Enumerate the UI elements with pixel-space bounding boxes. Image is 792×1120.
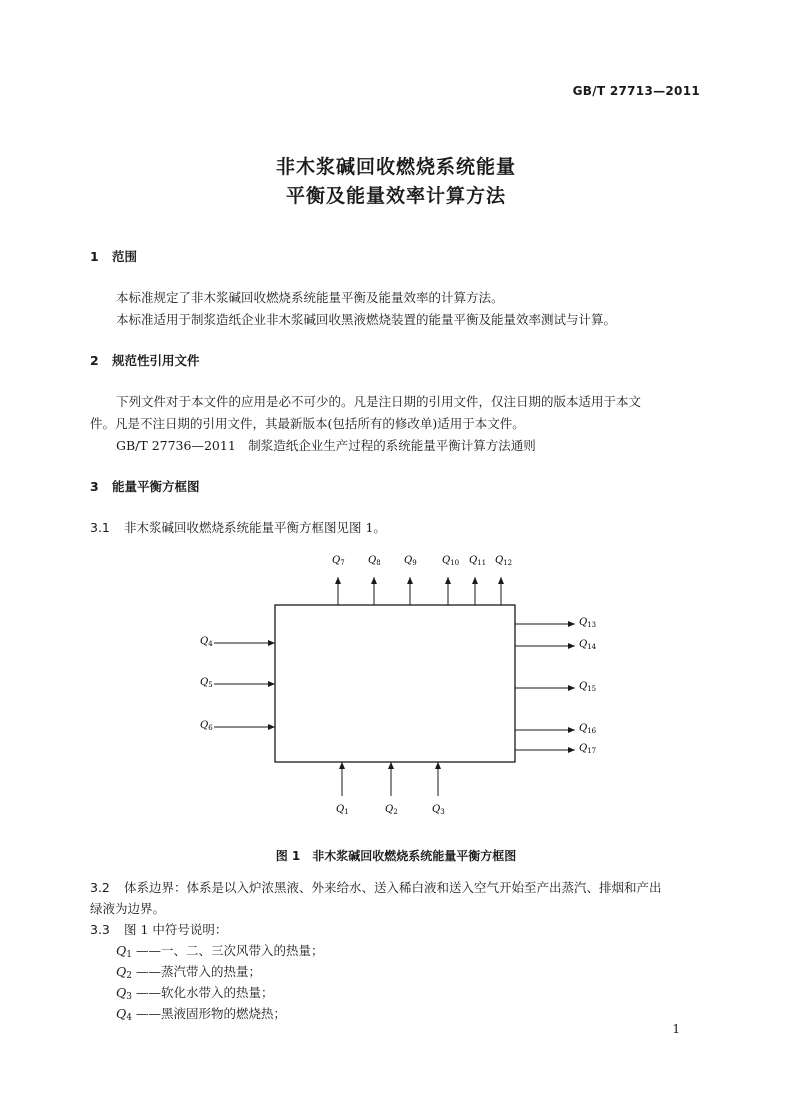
page-number: 1 bbox=[672, 1022, 680, 1036]
flow-label-q9: $Q_9$ bbox=[404, 555, 417, 567]
section-2-paragraph-line2: 件。凡是不注日期的引用文件，其最新版本(包括所有的修改单)适用于本文件。 bbox=[90, 416, 525, 431]
symbol-description: ——蒸汽带入的热量； bbox=[135, 964, 261, 979]
symbol-description: ——一、二、三次风带入的热量； bbox=[135, 943, 324, 958]
section-number: 1 bbox=[90, 249, 99, 264]
flow-label-q10: $Q_{10}$ bbox=[442, 555, 460, 567]
section-title: 能量平衡方框图 bbox=[112, 479, 200, 494]
figure-caption: 图 1 非木浆碱回收燃烧系统能量平衡方框图 bbox=[275, 849, 517, 863]
symbol-letter: Q bbox=[116, 1006, 127, 1021]
clause-number: 3.1 bbox=[90, 520, 110, 535]
flow-label-q15: $Q_{15}$ bbox=[579, 681, 597, 693]
flow-label-q2: $Q_2$ bbox=[385, 804, 398, 816]
section-1-paragraph-1: 本标准规定了非木浆碱回收燃烧系统能量平衡及能量效率的计算方法。 bbox=[116, 290, 504, 305]
symbol-subscript: 3 bbox=[126, 992, 132, 1002]
clause-number: 3.2 bbox=[90, 880, 110, 895]
flow-label-q6: $Q_6$ bbox=[200, 720, 213, 732]
flow-label-q16: $Q_{16}$ bbox=[579, 723, 597, 735]
flow-label-q1: $Q_1$ bbox=[336, 804, 349, 816]
document-title-line2: 平衡及能量效率计算方法 bbox=[285, 185, 506, 207]
standard-number: GB/T 27713—2011 bbox=[572, 84, 700, 98]
symbol-subscript: 2 bbox=[126, 971, 132, 981]
symbol-item bbox=[116, 941, 323, 960]
flow-label-q11: $Q_{11}$ bbox=[469, 555, 487, 567]
section-1-paragraph-2: 本标准适用于制浆造纸企业非木浆碱回收黑液燃烧装置的能量平衡及能量效率测试与计算。 bbox=[116, 312, 617, 327]
symbol-item bbox=[116, 962, 261, 981]
flow-label-q4: $Q_4$ bbox=[200, 636, 213, 648]
flow-label-q17: $Q_{17}$ bbox=[579, 743, 597, 755]
symbol-item bbox=[116, 983, 273, 1002]
section-number: 2 bbox=[90, 353, 99, 368]
symbol-description: ——黑液固形物的燃烧热； bbox=[135, 1006, 286, 1021]
clause-3-2-line1 bbox=[90, 878, 662, 896]
clause-text: 图 1 中符号说明： bbox=[124, 922, 228, 937]
symbol-letter: Q bbox=[116, 964, 127, 979]
document-title-line1: 非木浆碱回收燃烧系统能量 bbox=[275, 156, 516, 178]
flow-label-q7: $Q_7$ bbox=[332, 555, 345, 567]
normative-reference: GB/T 27736—2011 制浆造纸企业生产过程的系统能量平衡计算方法通则 bbox=[116, 438, 536, 453]
flow-label-q14: $Q_{14}$ bbox=[579, 639, 597, 651]
clause-3-2-line2: 绿液为边界。 bbox=[90, 901, 166, 916]
flow-label-q13: $Q_{13}$ bbox=[579, 617, 597, 629]
symbol-description: ——软化水带入的热量； bbox=[135, 985, 274, 1000]
section-2-paragraph-line1: 下列文件对于本文件的应用是必不可少的。凡是注日期的引用文件，仅注日期的版本适用于本文 bbox=[116, 394, 642, 409]
symbol-subscript: 4 bbox=[126, 1013, 132, 1023]
clause-text: 体系边界：体系是以入炉浓黑液、外来给水、送入稀白液和送入空气开始至产出蒸汽、排烟和产出 bbox=[124, 880, 662, 895]
clause-number: 3.3 bbox=[90, 922, 110, 937]
symbol-subscript: 1 bbox=[126, 950, 132, 960]
flow-label-q5: $Q_5$ bbox=[200, 677, 213, 689]
symbol-item bbox=[116, 1004, 286, 1023]
flow-label-q12: $Q_{12}$ bbox=[495, 555, 513, 567]
clause-text: 非木浆碱回收燃烧系统能量平衡方框图见图 1。 bbox=[124, 520, 386, 535]
flow-label-q3: $Q_3$ bbox=[432, 804, 445, 816]
symbol-letter: Q bbox=[116, 985, 127, 1000]
section-title: 范围 bbox=[112, 249, 138, 264]
symbol-letter: Q bbox=[116, 943, 127, 958]
clause-3-3 bbox=[90, 920, 227, 938]
section-number: 3 bbox=[90, 479, 99, 494]
flow-label-q8: $Q_8$ bbox=[368, 555, 381, 567]
section-title: 规范性引用文件 bbox=[112, 353, 200, 368]
system-boundary-box bbox=[275, 605, 515, 762]
